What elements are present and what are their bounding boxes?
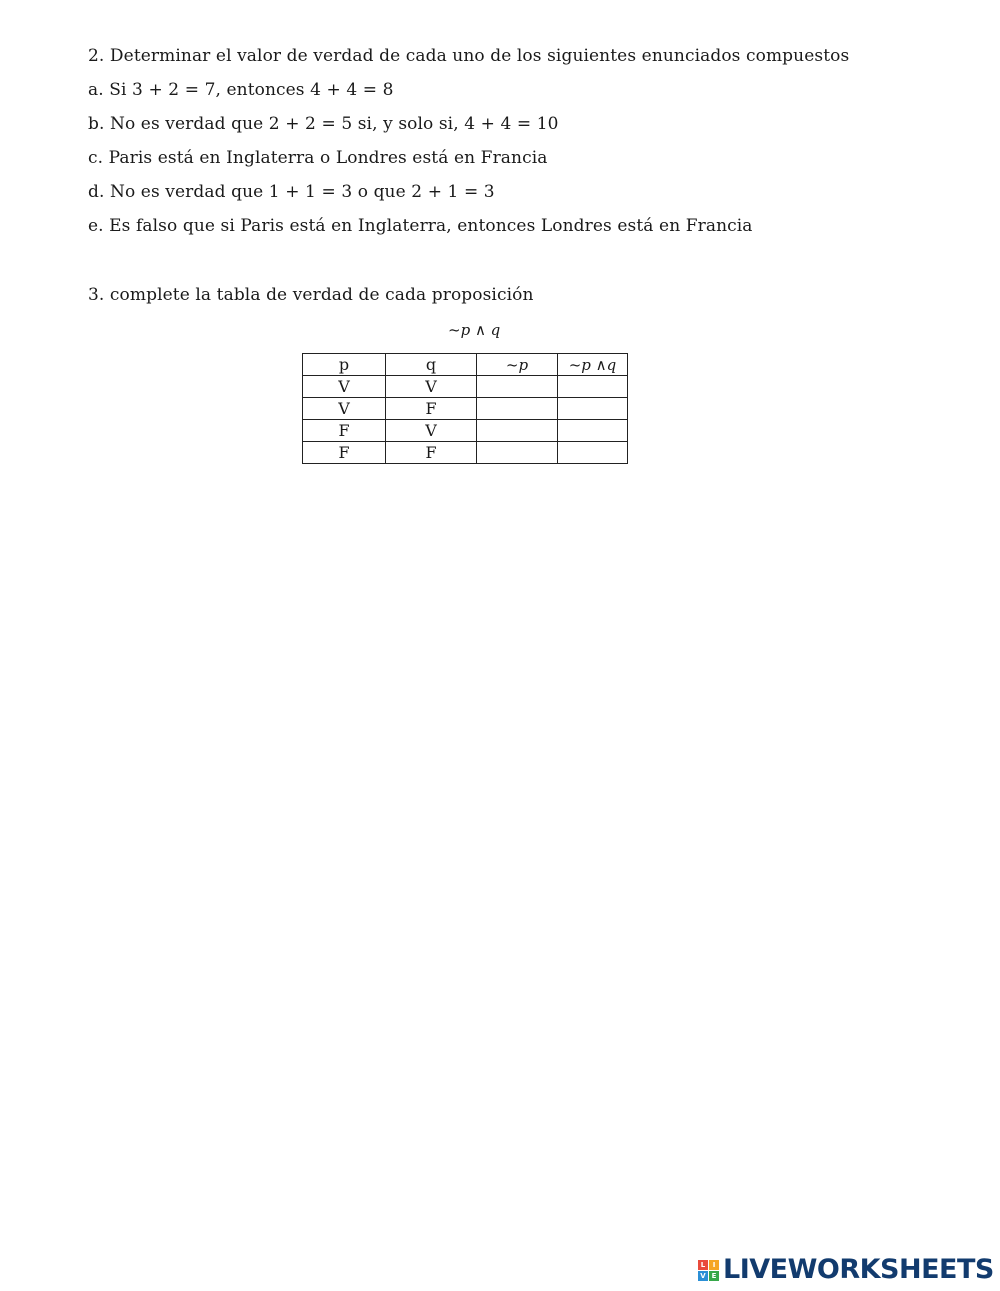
table-row bbox=[303, 420, 628, 442]
header-not-p: ~p bbox=[477, 354, 558, 376]
answer-cell-not-p[interactable] bbox=[477, 442, 558, 464]
truth-table bbox=[302, 353, 628, 464]
cell-q: F bbox=[386, 442, 477, 464]
cell-p: V bbox=[303, 398, 386, 420]
badge-letter: L bbox=[698, 1260, 708, 1270]
answer-cell-not-p[interactable] bbox=[477, 398, 558, 420]
answer-cell-not-p-and-q[interactable] bbox=[558, 398, 628, 420]
exercise-2-item-d: d. No es verdad que 1 + 1 = 3 o que 2 + 1 = 3 bbox=[88, 182, 495, 202]
answer-cell-not-p-and-q[interactable] bbox=[558, 376, 628, 398]
cell-q: F bbox=[386, 398, 477, 420]
brand-name: LIVEWORKSHEETS bbox=[723, 1254, 994, 1285]
answer-cell-not-p-and-q[interactable] bbox=[558, 442, 628, 464]
exercise-2-item-b: b. No es verdad que 2 + 2 = 5 si, y solo si, 4 + 4 = 10 bbox=[88, 114, 559, 134]
header-p: p bbox=[303, 354, 386, 376]
exercise-2-item-c: c. Paris está en Inglaterra o Londres está en Francia bbox=[88, 148, 548, 168]
cell-q: V bbox=[386, 420, 477, 442]
table-row bbox=[303, 398, 628, 420]
live-badge-icon bbox=[698, 1260, 719, 1281]
answer-cell-not-p-and-q[interactable] bbox=[558, 420, 628, 442]
badge-letter: I bbox=[709, 1260, 719, 1270]
exercise-2-item-e: e. Es falso que si Paris está en Inglaterra, entonces Londres está en Francia bbox=[88, 216, 753, 236]
cell-q: V bbox=[386, 376, 477, 398]
answer-cell-not-p[interactable] bbox=[477, 420, 558, 442]
liveworksheets-logo bbox=[698, 1255, 994, 1285]
exercise-3-title: 3. complete la tabla de verdad de cada proposición bbox=[88, 285, 534, 305]
badge-letter: V bbox=[698, 1271, 708, 1281]
exercise-2-item-a: a. Si 3 + 2 = 7, entonces 4 + 4 = 8 bbox=[88, 80, 394, 100]
header-not-p-and-q: ~p ∧q bbox=[558, 354, 628, 376]
truth-table-header-row bbox=[303, 354, 628, 376]
table-row bbox=[303, 442, 628, 464]
table-row bbox=[303, 376, 628, 398]
exercise-2-title: 2. Determinar el valor de verdad de cada uno de los siguientes enunciados compuestos bbox=[88, 46, 850, 66]
header-q: q bbox=[386, 354, 477, 376]
cell-p: F bbox=[303, 420, 386, 442]
cell-p: V bbox=[303, 376, 386, 398]
cell-p: F bbox=[303, 442, 386, 464]
badge-letter: E bbox=[709, 1271, 719, 1281]
proposition-formula: ~p ∧ q bbox=[448, 321, 501, 339]
answer-cell-not-p[interactable] bbox=[477, 376, 558, 398]
